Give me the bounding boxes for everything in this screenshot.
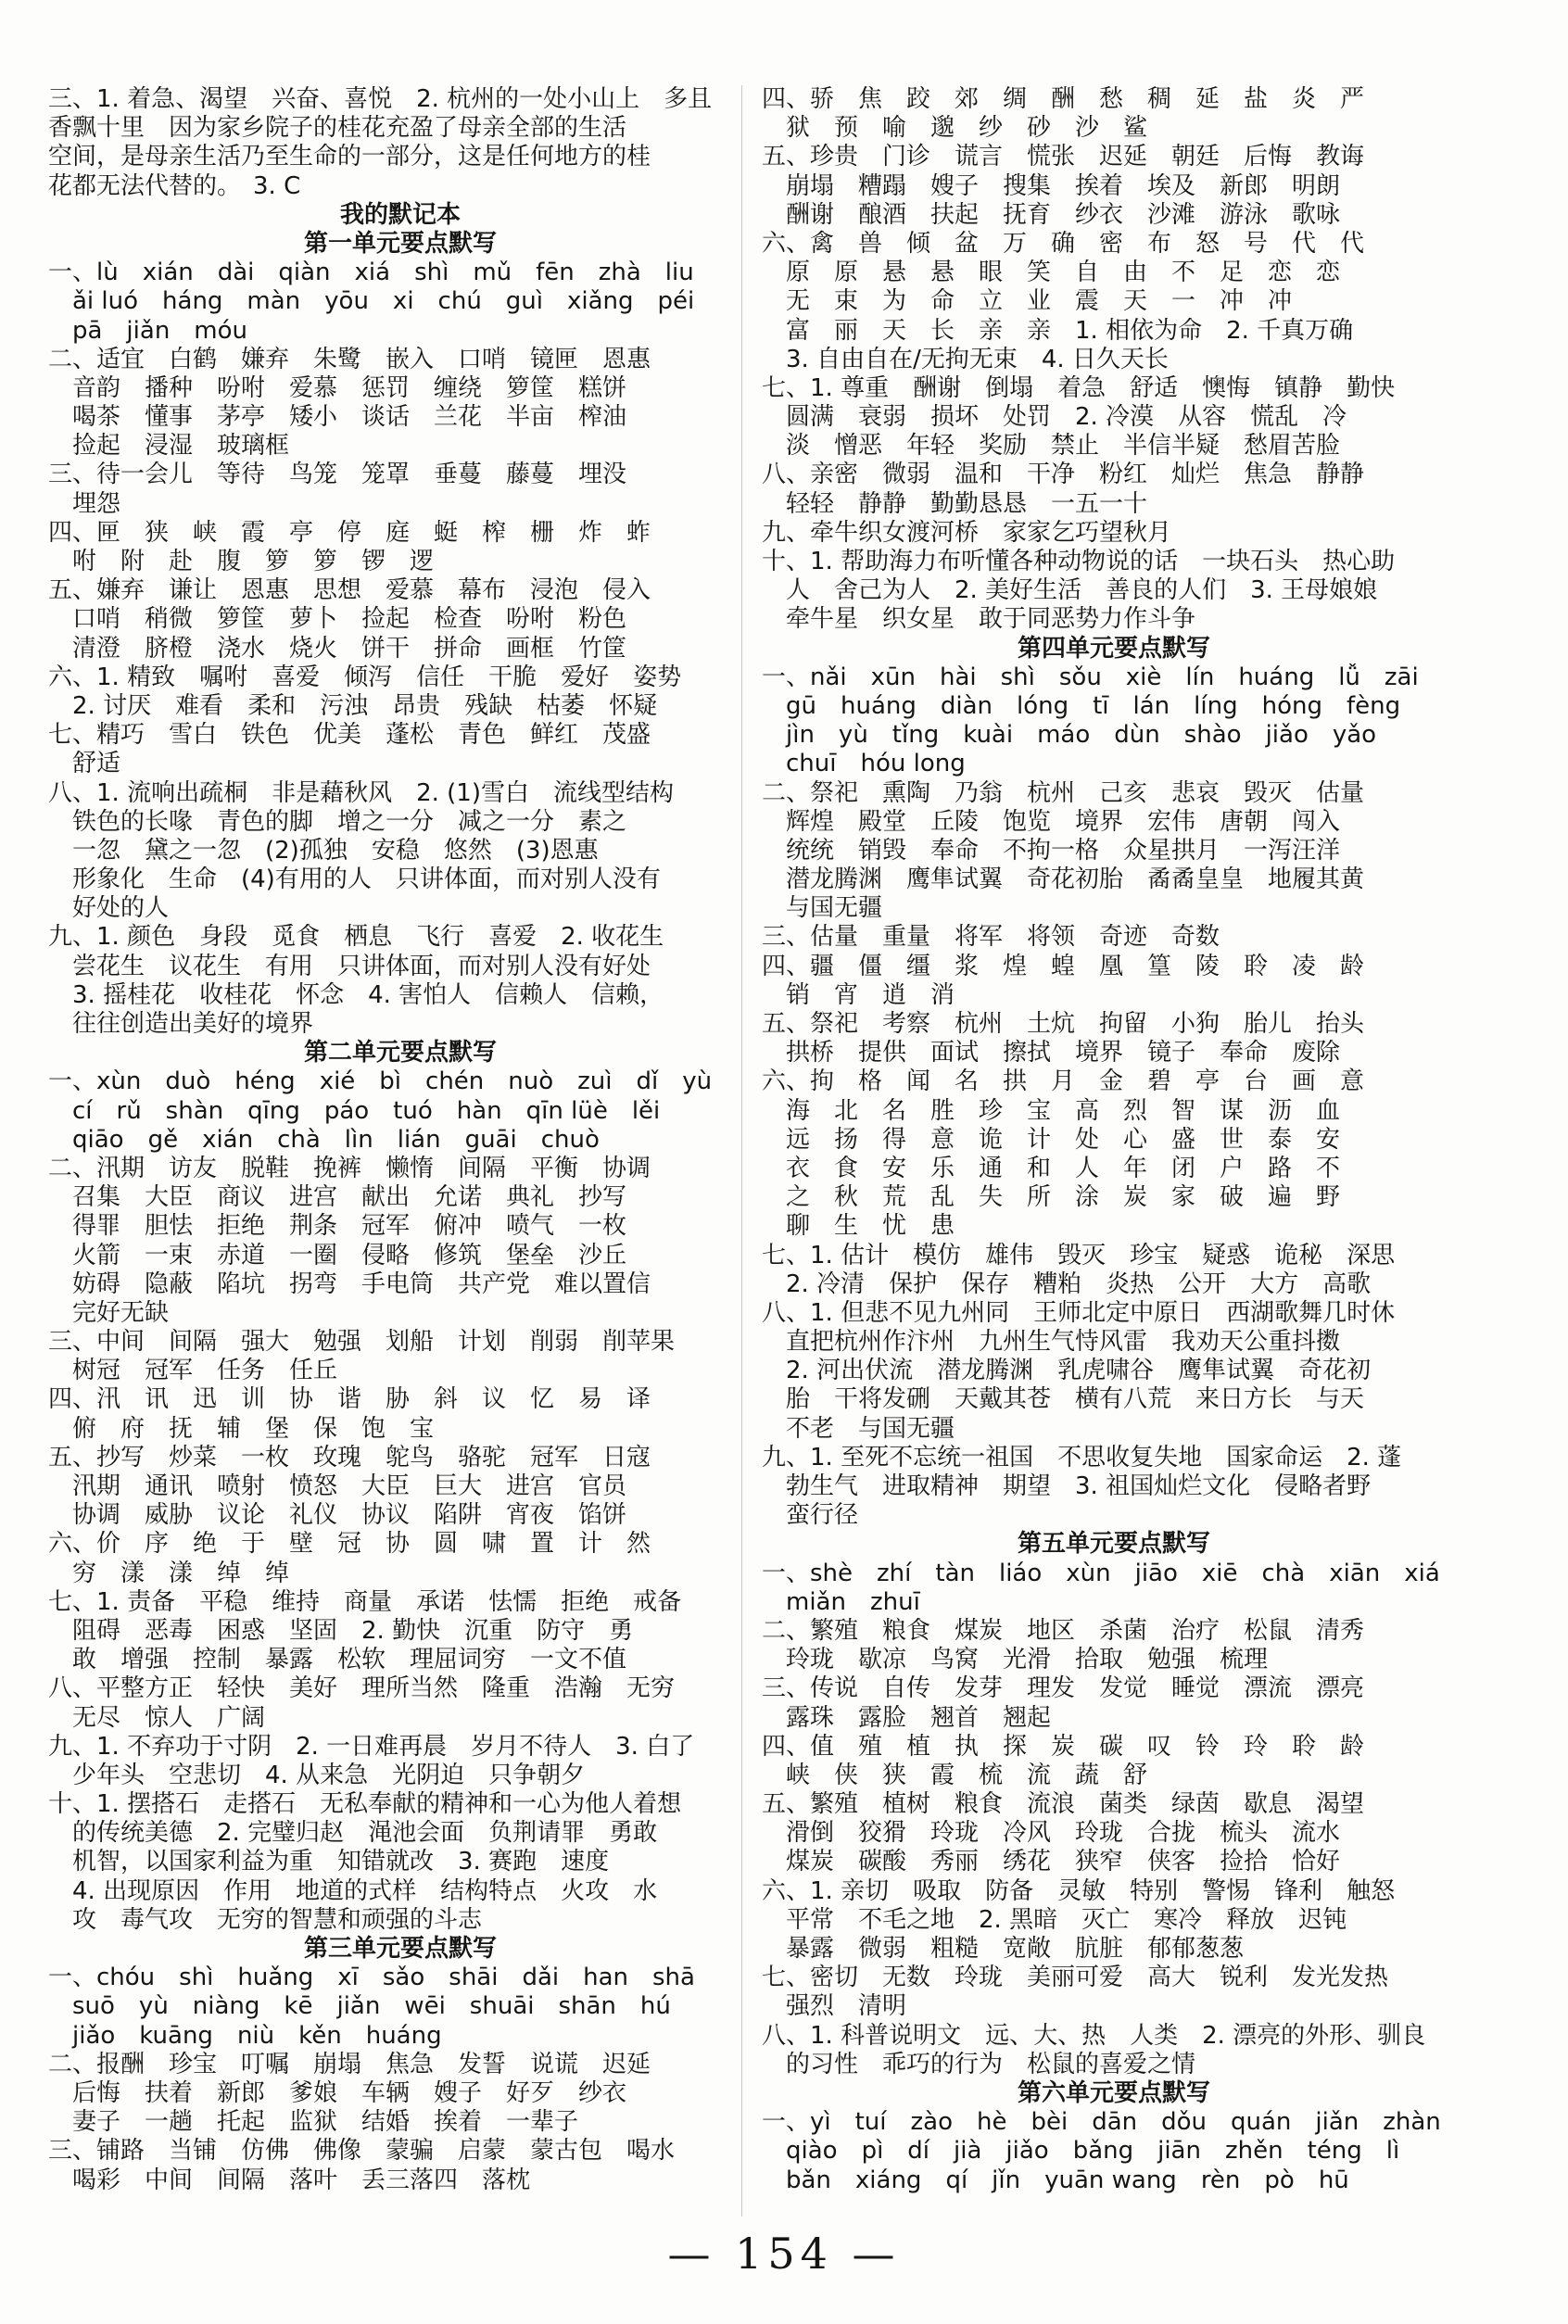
- answer-line: 汛期 通讯 喷射 愤怒 大臣 巨大 进宫 官员: [48, 1472, 627, 1500]
- answer-line: cí rǔ shàn qīng páo tuó hàn qīn lüè lěi: [48, 1096, 661, 1125]
- answer-line: 六、1. 亲切 吸取 防备 灵敏 特别 警惕 锋利 触怒: [762, 1876, 1396, 1905]
- answer-line: 的传统美德 2. 完璧归赵 渑池会面 负荆请罪 勇敢: [48, 1819, 658, 1848]
- answer-line: 3. 摇桂花 收桂花 怀念 4. 害怕人 信赖人 信赖，: [48, 980, 664, 1009]
- answer-line: 花都无法代替的。 3. C: [48, 171, 301, 200]
- answer-line: 远 扬 得 意 诡 计 处 心 盛 世 泰 安: [762, 1125, 1341, 1154]
- answer-line: jiǎo kuāng niù kěn huáng: [48, 2021, 442, 2050]
- answer-line: 一、shè zhí tàn liáo xùn jiāo xiē chà xiān xiá: [762, 1559, 1440, 1587]
- answer-line: 六、拘 格 闻 名 拱 月 金 碧 亭 台 画 意: [762, 1067, 1365, 1096]
- section-heading: 第六单元要点默写: [1017, 2078, 1210, 2107]
- answer-line: 衣 食 安 乐 通 和 人 年 闭 户 路 不: [762, 1154, 1341, 1182]
- answer-line: 平常 不毛之地 2. 黑暗 灭亡 寒冷 释放 迟钝: [762, 1905, 1347, 1934]
- answer-line: 蛮行径: [762, 1501, 859, 1530]
- answer-line: 强烈 清明: [762, 1992, 907, 2021]
- answer-line: 七、1. 估计 模仿 雄伟 毁灭 珍宝 疑惑 诡秘 深思: [762, 1241, 1396, 1269]
- answer-line: 胎 干将发硎 天戴其苍 横有八荒 来日方长 与天: [762, 1385, 1365, 1414]
- answer-line: 与国无疆: [762, 894, 883, 923]
- answer-line: 八、亲密 微弱 温和 干净 粉红 灿烂 焦急 静静: [762, 461, 1365, 489]
- answer-line: 狱 预 喻 邈 纱 砂 沙 鲨: [762, 114, 1148, 143]
- answer-line: 四、匣 狭 峡 霞 亭 停 庭 蜓 榨 栅 炸 蚱: [48, 518, 651, 547]
- answer-line: 好处的人: [48, 894, 170, 923]
- answer-line: 原 原 悬 悬 眼 笑 自 由 不 足 恋 恋: [762, 259, 1341, 287]
- left-column: [48, 85, 752, 2195]
- answer-line: 二、繁殖 粮食 煤炭 地区 杀菌 治疗 松鼠 清秀: [762, 1616, 1365, 1645]
- answer-line: 拱桥 提供 面试 擦拭 境界 镜子 奉命 废除: [762, 1039, 1341, 1067]
- answer-line: 四、汛 讯 迅 训 协 谐 胁 斜 议 忆 易 译: [48, 1385, 651, 1414]
- answer-line: 形象化 生命 (4)有用的人 只讲体面，而对别人没有: [48, 865, 661, 894]
- answer-line: 埋怨: [48, 489, 121, 518]
- answer-line: 四、值 殖 植 执 探 炭 碳 叹 铃 玲 聆 龄: [762, 1732, 1365, 1761]
- answer-line: 妨碍 隐蔽 陷坑 拐弯 手电筒 共产党 难以置信: [48, 1269, 651, 1298]
- answer-line: 五、抄写 炒菜 一枚 玫瑰 鸵鸟 骆驼 冠军 日寇: [48, 1443, 651, 1471]
- answer-line: 火箭 一束 赤道 一圈 侵略 修筑 堡垒 沙丘: [48, 1241, 627, 1269]
- answer-line: 之 秋 荒 乱 失 所 涂 炭 家 破 遍 野: [762, 1183, 1341, 1212]
- answer-line: 轻轻 静静 勤勤恳恳 一五一十: [762, 489, 1148, 518]
- answer-line: 聊 生 忧 患: [762, 1212, 955, 1241]
- answer-line: 三、估量 重量 将军 将领 奇迹 奇数: [762, 923, 1220, 952]
- answer-line: bǎn xiáng qí jǐn yuān wang rèn pò hū: [762, 2166, 1349, 2194]
- answer-line: 2. 冷清 保护 保存 糟粕 炎热 公开 大方 高歌: [762, 1269, 1372, 1298]
- answer-line: 八、平整方正 轻快 美好 理所当然 隆重 浩瀚 无穷: [48, 1674, 676, 1703]
- answer-line: 音韵 播种 吩咐 爱慕 惩罚 缠绕 箩筐 糕饼: [48, 373, 627, 402]
- answer-line: 六、禽 兽 倾 盆 万 确 密 布 怒 号 代 代: [762, 229, 1365, 258]
- answer-line: 七、1. 责备 平稳 维持 商量 承诺 怯懦 拒绝 戒备: [48, 1587, 682, 1616]
- answer-line: 暴露 微弱 粗糙 宽敞 肮脏 郁郁葱葱: [762, 1935, 1245, 1963]
- answer-line: 攻 毒气攻 无穷的智慧和顽强的斗志: [48, 1905, 483, 1934]
- section-heading: 第一单元要点默写: [303, 229, 497, 258]
- answer-line: 九、牵牛织女渡河桥 家家乞巧望秋月: [762, 518, 1172, 547]
- answer-line: 四、骄 焦 跤 郊 绸 酬 愁 稠 延 盐 炎 严: [762, 85, 1365, 113]
- answer-line: 4. 出现原因 作用 地道的式样 结构特点 火攻 水: [48, 1876, 658, 1905]
- answer-line: 二、适宜 白鹤 嫌弃 朱鹭 嵌入 口哨 镜匣 恩惠: [48, 345, 651, 373]
- answer-line: 九、1. 不弃功于寸阴 2. 一日难再晨 岁月不待人 3. 白了: [48, 1732, 695, 1761]
- answer-line: 三、中间 间隔 强大 勉强 划船 计划 削弱 削苹果: [48, 1328, 676, 1357]
- answer-line: 七、精巧 雪白 铁色 优美 蓬松 青色 鲜红 茂盛: [48, 721, 651, 750]
- answer-line: 一、nǎi xūn hài shì sǒu xiè lín huáng lǚ zāi: [762, 663, 1419, 691]
- answer-line: 二、汛期 访友 脱鞋 挽裤 懒惰 间隔 平衡 协调: [48, 1154, 651, 1182]
- answer-line: 九、1. 至死不忘统一祖国 不思收复失地 国家命运 2. 蓬: [762, 1443, 1402, 1471]
- answer-line: 淡 憎恶 年轻 奖励 禁止 半信半疑 愁眉苦脸: [762, 432, 1341, 461]
- answer-line: 一忽 黛之一忽 (2)孤独 安稳 悠然 (3)恩惠: [48, 836, 599, 865]
- answer-line: 统统 销毁 奉命 不拘一格 众星拱月 一泻汪洋: [762, 836, 1341, 865]
- answer-line: 二、报酬 珍宝 叮嘱 崩塌 焦急 发誓 说谎 迟延: [48, 2050, 651, 2078]
- answer-line: 四、疆 僵 缰 浆 煌 蝗 凰 篁 陵 聆 凌 龄: [762, 952, 1365, 980]
- answer-line: 玲珑 歇凉 鸟窝 光滑 拾取 勉强 梳理: [762, 1646, 1269, 1674]
- answer-line: 八、1. 流响出疏桐 非是藉秋风 2. (1)雪白 流线型结构: [48, 778, 674, 807]
- answer-line: 2. 河出伏流 潜龙腾渊 乳虎啸谷 鹰隼试翼 奇花初: [762, 1357, 1372, 1385]
- answer-line: 一、yì tuí zào hè bèi dān dǒu quán jiǎn zhàn: [762, 2108, 1441, 2137]
- answer-line: 协调 威胁 议论 礼仪 协议 陷阱 宵夜 馅饼: [48, 1501, 627, 1530]
- section-heading: 我的默记本: [339, 200, 461, 229]
- section-heading: 第二单元要点默写: [303, 1039, 497, 1067]
- page-number: — 154 —: [667, 2229, 901, 2279]
- answer-line: 销 宵 逍 消: [762, 980, 955, 1009]
- answer-line: 后悔 扶着 新郎 爹娘 车辆 嫂子 好歹 纱衣: [48, 2078, 627, 2107]
- answer-line: 不老 与国无疆: [762, 1414, 955, 1443]
- answer-line: 三、铺路 当铺 仿佛 佛像 蒙骗 启蒙 蒙古包 喝水: [48, 2137, 676, 2166]
- answer-line: 圆满 衰弱 损坏 处罚 2. 冷漠 从容 慌乱 冷: [762, 403, 1347, 432]
- answer-line: 露珠 露脸 翘首 翘起: [762, 1703, 1052, 1732]
- answer-line: 十、1. 摆搭石 走搭石 无私奉献的精神和一心为他人着想: [48, 1790, 682, 1819]
- answer-line: 人 舍己为人 2. 美好生活 善良的人们 3. 王母娘娘: [762, 576, 1378, 605]
- answer-line: 机智，以国家利益为重 知错就改 3. 赛跑 速度: [48, 1848, 610, 1876]
- answer-line: 得罪 胆怯 拒绝 荆条 冠军 俯冲 喷气 一枚: [48, 1212, 627, 1241]
- answer-line: 酬谢 酿酒 扶起 抚育 纱衣 沙滩 游泳 歌咏: [762, 200, 1341, 229]
- answer-line: ǎi luó háng màn yōu xi chú guì xiǎng péi: [48, 287, 695, 316]
- answer-line: 2. 讨厌 难看 柔和 污浊 昂贵 残缺 枯萎 怀疑: [48, 691, 658, 720]
- answer-line: chuī hóu long: [762, 750, 966, 778]
- answer-line: 舒适: [48, 750, 121, 778]
- answer-line: 少年头 空悲切 4. 从来急 光阴迫 只争朝夕: [48, 1761, 586, 1789]
- answer-line: 妻子 一趟 托起 监狱 结婚 挨着 一辈子: [48, 2108, 579, 2137]
- answer-line: 直把杭州作汴州 九州生气恃风雷 我劝天公重抖擞: [762, 1328, 1341, 1357]
- answer-line: 七、1. 尊重 酬谢 倒塌 着急 舒适 懊悔 镇静 勤快: [762, 373, 1396, 402]
- answer-line: 一、lù xián dài qiàn xiá shì mǔ fēn zhà liu: [48, 259, 694, 287]
- answer-line: 敢 增强 控制 暴露 松软 理屈词穷 一文不值: [48, 1646, 627, 1674]
- answer-line: 五、珍贵 门诊 谎言 慌张 迟延 朝廷 后悔 教诲: [762, 143, 1365, 171]
- answer-line: 的习性 乖巧的行为 松鼠的喜爱之情: [762, 2050, 1196, 2078]
- answer-line: 富 丽 天 长 亲 亲 1. 相依为命 2. 千真万确: [762, 316, 1354, 345]
- answer-line: 潜龙腾渊 鹰隼试翼 奇花初胎 矞矞皇皇 地履其黄: [762, 865, 1365, 894]
- answer-line: gū huáng diàn lóng tī lán líng hóng fèng: [762, 691, 1401, 720]
- section-heading: 第三单元要点默写: [303, 1935, 497, 1963]
- section-heading: 第五单元要点默写: [1017, 1530, 1210, 1559]
- answer-line: 六、价 序 绝 于 壁 冠 协 圆 啸 置 计 然: [48, 1530, 651, 1559]
- answer-line: 崩塌 糟蹋 嫂子 搜集 挨着 埃及 新郎 明朗: [762, 171, 1341, 200]
- answer-line: 阻碍 恶毒 困惑 坚固 2. 勤快 沉重 防守 勇: [48, 1616, 634, 1645]
- answer-line: 咐 附 赴 腹 箩 箩 锣 逻: [48, 548, 435, 575]
- answer-line: 煤炭 碳酸 秀丽 绣花 狭窄 侠客 捡拾 恰好: [762, 1848, 1341, 1876]
- answer-line: 十、1. 帮助海力布听懂各种动物说的话 一块石头 热心助: [762, 548, 1396, 575]
- answer-line: 九、1. 颜色 身段 觅食 栖息 飞行 喜爱 2. 收花生: [48, 923, 664, 952]
- answer-line: suō yù niàng kē jiǎn wēi shuāi shān hú: [48, 1992, 671, 2021]
- answer-line: 穷 漾 漾 绰 绰: [48, 1559, 290, 1587]
- answer-line: 往往创造出美好的境界: [48, 1010, 314, 1038]
- answer-line: 香飘十里 因为家乡院子的桂花充盈了母亲全部的生活: [48, 114, 627, 143]
- answer-line: miǎn zhuī: [762, 1587, 920, 1616]
- answer-line: qiào pì dí jià jiǎo bǎng jiān zhěn téng lì: [762, 2137, 1400, 2166]
- answer-line: jìn yù tǐng kuài máo dùn shào jiǎo yǎo: [762, 721, 1377, 750]
- answer-line: 五、祭祀 考察 杭州 土炕 拘留 小狗 胎儿 抬头: [762, 1010, 1365, 1038]
- answer-line: 五、繁殖 植树 粮食 流浪 菌类 绿茵 歇息 渴望: [762, 1790, 1365, 1819]
- answer-line: 喝彩 中间 间隔 落叶 丢三落四 落枕: [48, 2166, 531, 2194]
- answer-line: 铁色的长喙 青色的脚 增之一分 减之一分 素之: [48, 807, 627, 836]
- answer-line: qiāo gě xián chà lìn lián guāi chuò: [48, 1125, 600, 1154]
- answer-line: 清澄 脐橙 浇水 烧火 饼干 拼命 画框 竹筐: [48, 634, 627, 663]
- answer-line: 3. 自由自在/无拘无束 4. 日久天长: [762, 345, 1169, 373]
- answer-line: 五、嫌弃 谦让 恩惠 思想 爱慕 幕布 浸泡 侵入: [48, 576, 651, 605]
- answer-line: 三、1. 着急、渴望 兴奋、喜悦 2. 杭州的一处小山上 多且: [48, 85, 713, 113]
- answer-line: 二、祭祀 熏陶 乃翁 杭州 己亥 悲哀 毁灭 估量: [762, 778, 1365, 807]
- answer-line: 海 北 名 胜 珍 宝 高 烈 智 谋 沥 血: [762, 1096, 1341, 1125]
- answer-line: 尝花生 议花生 有用 只讲体面，而对别人没有好处: [48, 952, 651, 980]
- answer-line: 三、传说 自传 发芽 理发 发觉 睡觉 漂流 漂亮: [762, 1674, 1365, 1703]
- answer-line: 一、chóu shì huǎng xī sǎo shāi dǎi han shā: [48, 1964, 695, 1992]
- answer-line: 一、xùn duò héng xié bì chén nuò zuì dǐ yù: [48, 1067, 713, 1096]
- section-heading: 第四单元要点默写: [1017, 634, 1210, 663]
- right-column: [762, 85, 1466, 2195]
- answer-line: 树冠 冠军 任务 任丘: [48, 1357, 338, 1385]
- answer-line: 完好无缺: [48, 1298, 170, 1327]
- answer-line: 七、密切 无数 玲珑 美丽可爱 高大 锐利 发光发热: [762, 1964, 1389, 1992]
- answer-line: 八、1. 但悲不见九州同 王师北定中原日 西湖歌舞几时休: [762, 1298, 1396, 1327]
- answer-line: 空间，是母亲生活乃至生命的一部分，这是任何地方的桂: [48, 143, 651, 171]
- answer-line: pā jiǎn móu: [48, 316, 248, 345]
- answer-line: 牵牛星 织女星 敢于同恶势力作斗争: [762, 605, 1196, 634]
- answer-line: 口哨 稍微 箩筐 萝卜 捡起 检查 吩咐 粉色: [48, 605, 627, 634]
- answer-line: 无 束 为 命 立 业 震 天 一 冲 冲: [762, 287, 1293, 316]
- answer-line: 滑倒 狡猾 玲珑 冷风 玲珑 合拢 梳头 流水: [762, 1819, 1341, 1848]
- answer-line: 六、1. 精致 嘱咐 喜爱 倾泻 信任 干脆 爱好 姿势: [48, 663, 682, 691]
- answer-line: 召集 大臣 商议 进宫 献出 允诺 典礼 抄写: [48, 1183, 627, 1212]
- answer-line: 勃生气 进取精神 期望 3. 祖国灿烂文化 侵略者野: [762, 1472, 1372, 1500]
- answer-line: 峡 侠 狭 霞 梳 流 蔬 舒: [762, 1761, 1148, 1789]
- column-divider: [741, 85, 742, 2217]
- answer-line: 喝茶 懂事 茅亭 矮小 谈话 兰花 半亩 榨油: [48, 403, 627, 432]
- answer-line: 八、1. 科普说明文 远、大、热 人类 2. 漂亮的外形、驯良: [762, 2021, 1426, 2050]
- answer-line: 三、待一会儿 等待 鸟笼 笼罩 垂蔓 藤蔓 埋没: [48, 461, 627, 489]
- answer-line: 辉煌 殿堂 丘陵 饱览 境界 宏伟 唐朝 闯入: [762, 807, 1341, 836]
- answer-line: 俯 府 抚 辅 堡 保 饱 宝: [48, 1414, 435, 1443]
- answer-line: 无尽 惊人 广阔: [48, 1703, 266, 1732]
- answer-line: 捡起 浸湿 玻璃框: [48, 432, 290, 461]
